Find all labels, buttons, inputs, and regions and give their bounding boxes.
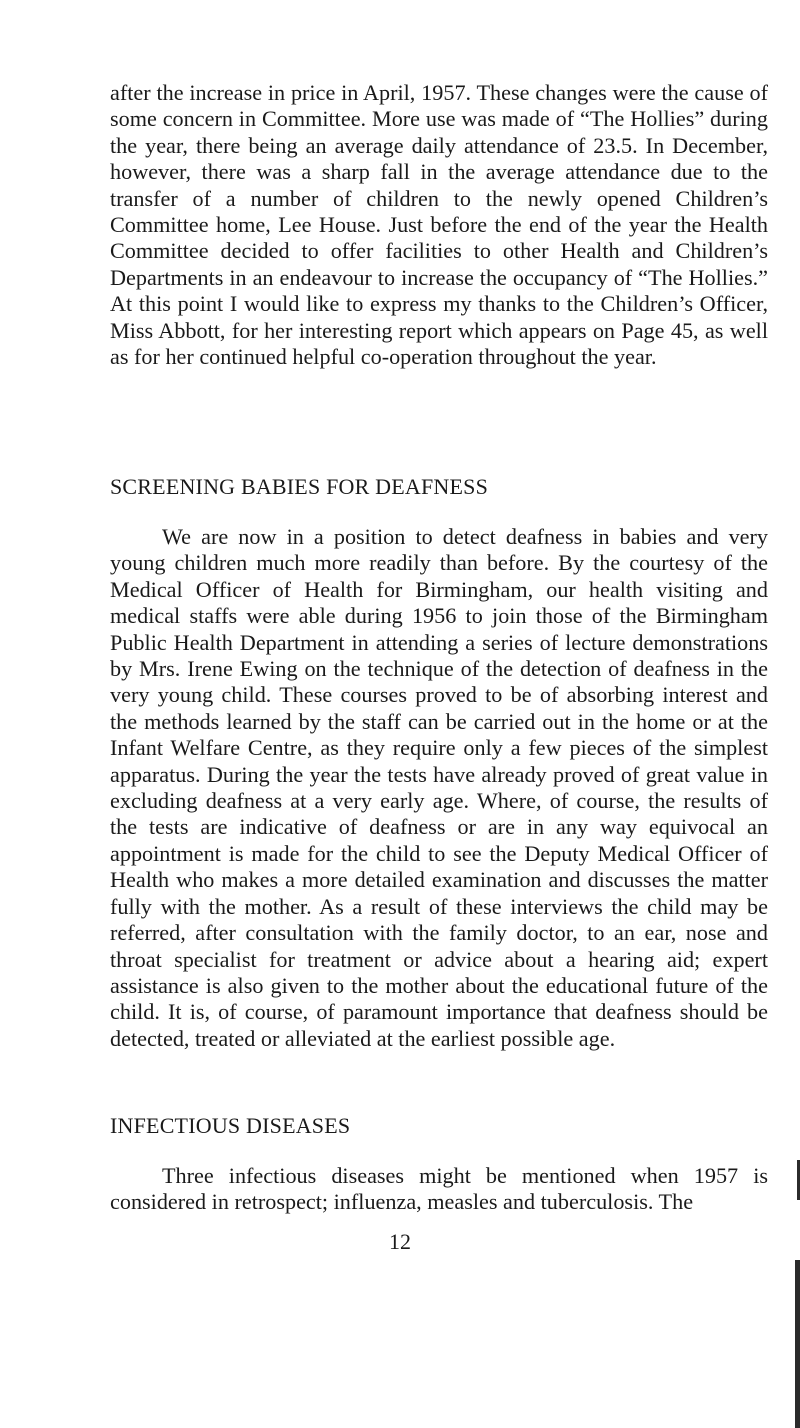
section-heading-screening-deafness: SCREENING BABIES FOR DEAFNESS (110, 474, 489, 499)
paragraph-hollies-attendance: after the increase in price in April, 1957. These changes were the cause of some concern in Committee. More use was made of “The Hollies” during the year, there being an average daily attendance of 23.5. In December, however, there was a sharp fall in the average attendance due to the transfer of a number of children to the newly opened Children’s Committee home, Lee House. Just before the end of the year the Health Committee decided to offer facilities to other Health and Children’s Departments in an endeavour to increase the occupancy of “The Hollies.” At this point I would like to express my thanks to the Children’s Officer, Miss Abbott, for her interesting report which appears on Page 45, as well as for her continued helpful co-operation throughout the year. (110, 80, 768, 370)
scan-edge-shadow-lower (795, 1260, 800, 1428)
paragraph-infectious-diseases: Three infectious diseases might be mentioned when 1957 is considered in retrospect; influenza, measles and tuberculosis. The (110, 1163, 768, 1215)
page-number: 12 (389, 1229, 411, 1254)
section-heading-infectious-diseases: INFECTIOUS DISEASES (110, 1113, 351, 1138)
paragraph-screening-deafness: We are now in a position to detect deafness in babies and very young children much more readily than before. By the courtesy of the Medical Officer of Health for Birmingham, our health visiting and medical staffs were able during 1956 to join those of the Birmingham Public Health Department in attending a series of lecture demonstrations by Mrs. Irene Ewing on the technique of the detection of deafness in the very young child. These courses proved to be of absorbing interest and the methods learned by the staff can be carried out in the home or at the Infant Welfare Centre, as they require only a few pieces of the simplest apparatus. During the year the tests have already proved of great value in excluding deafness at a very early age. Where, of course, the results of the tests are indicative of deafness or are in any way equivocal an appointment is made for the child to see the Deputy Medical Officer of Health who makes a more detailed examination and discusses the matter fully with the mother. As a result of these interviews the child may be referred, after consultation with the family doctor, to an ear, nose and throat specialist for treatment or advice about a hearing aid; expert assistance is also given to the mother about the educational future of the child. It is, of course, of paramount importance that deafness should be detected, treated or alleviated at the earliest possible age. (110, 524, 768, 1051)
